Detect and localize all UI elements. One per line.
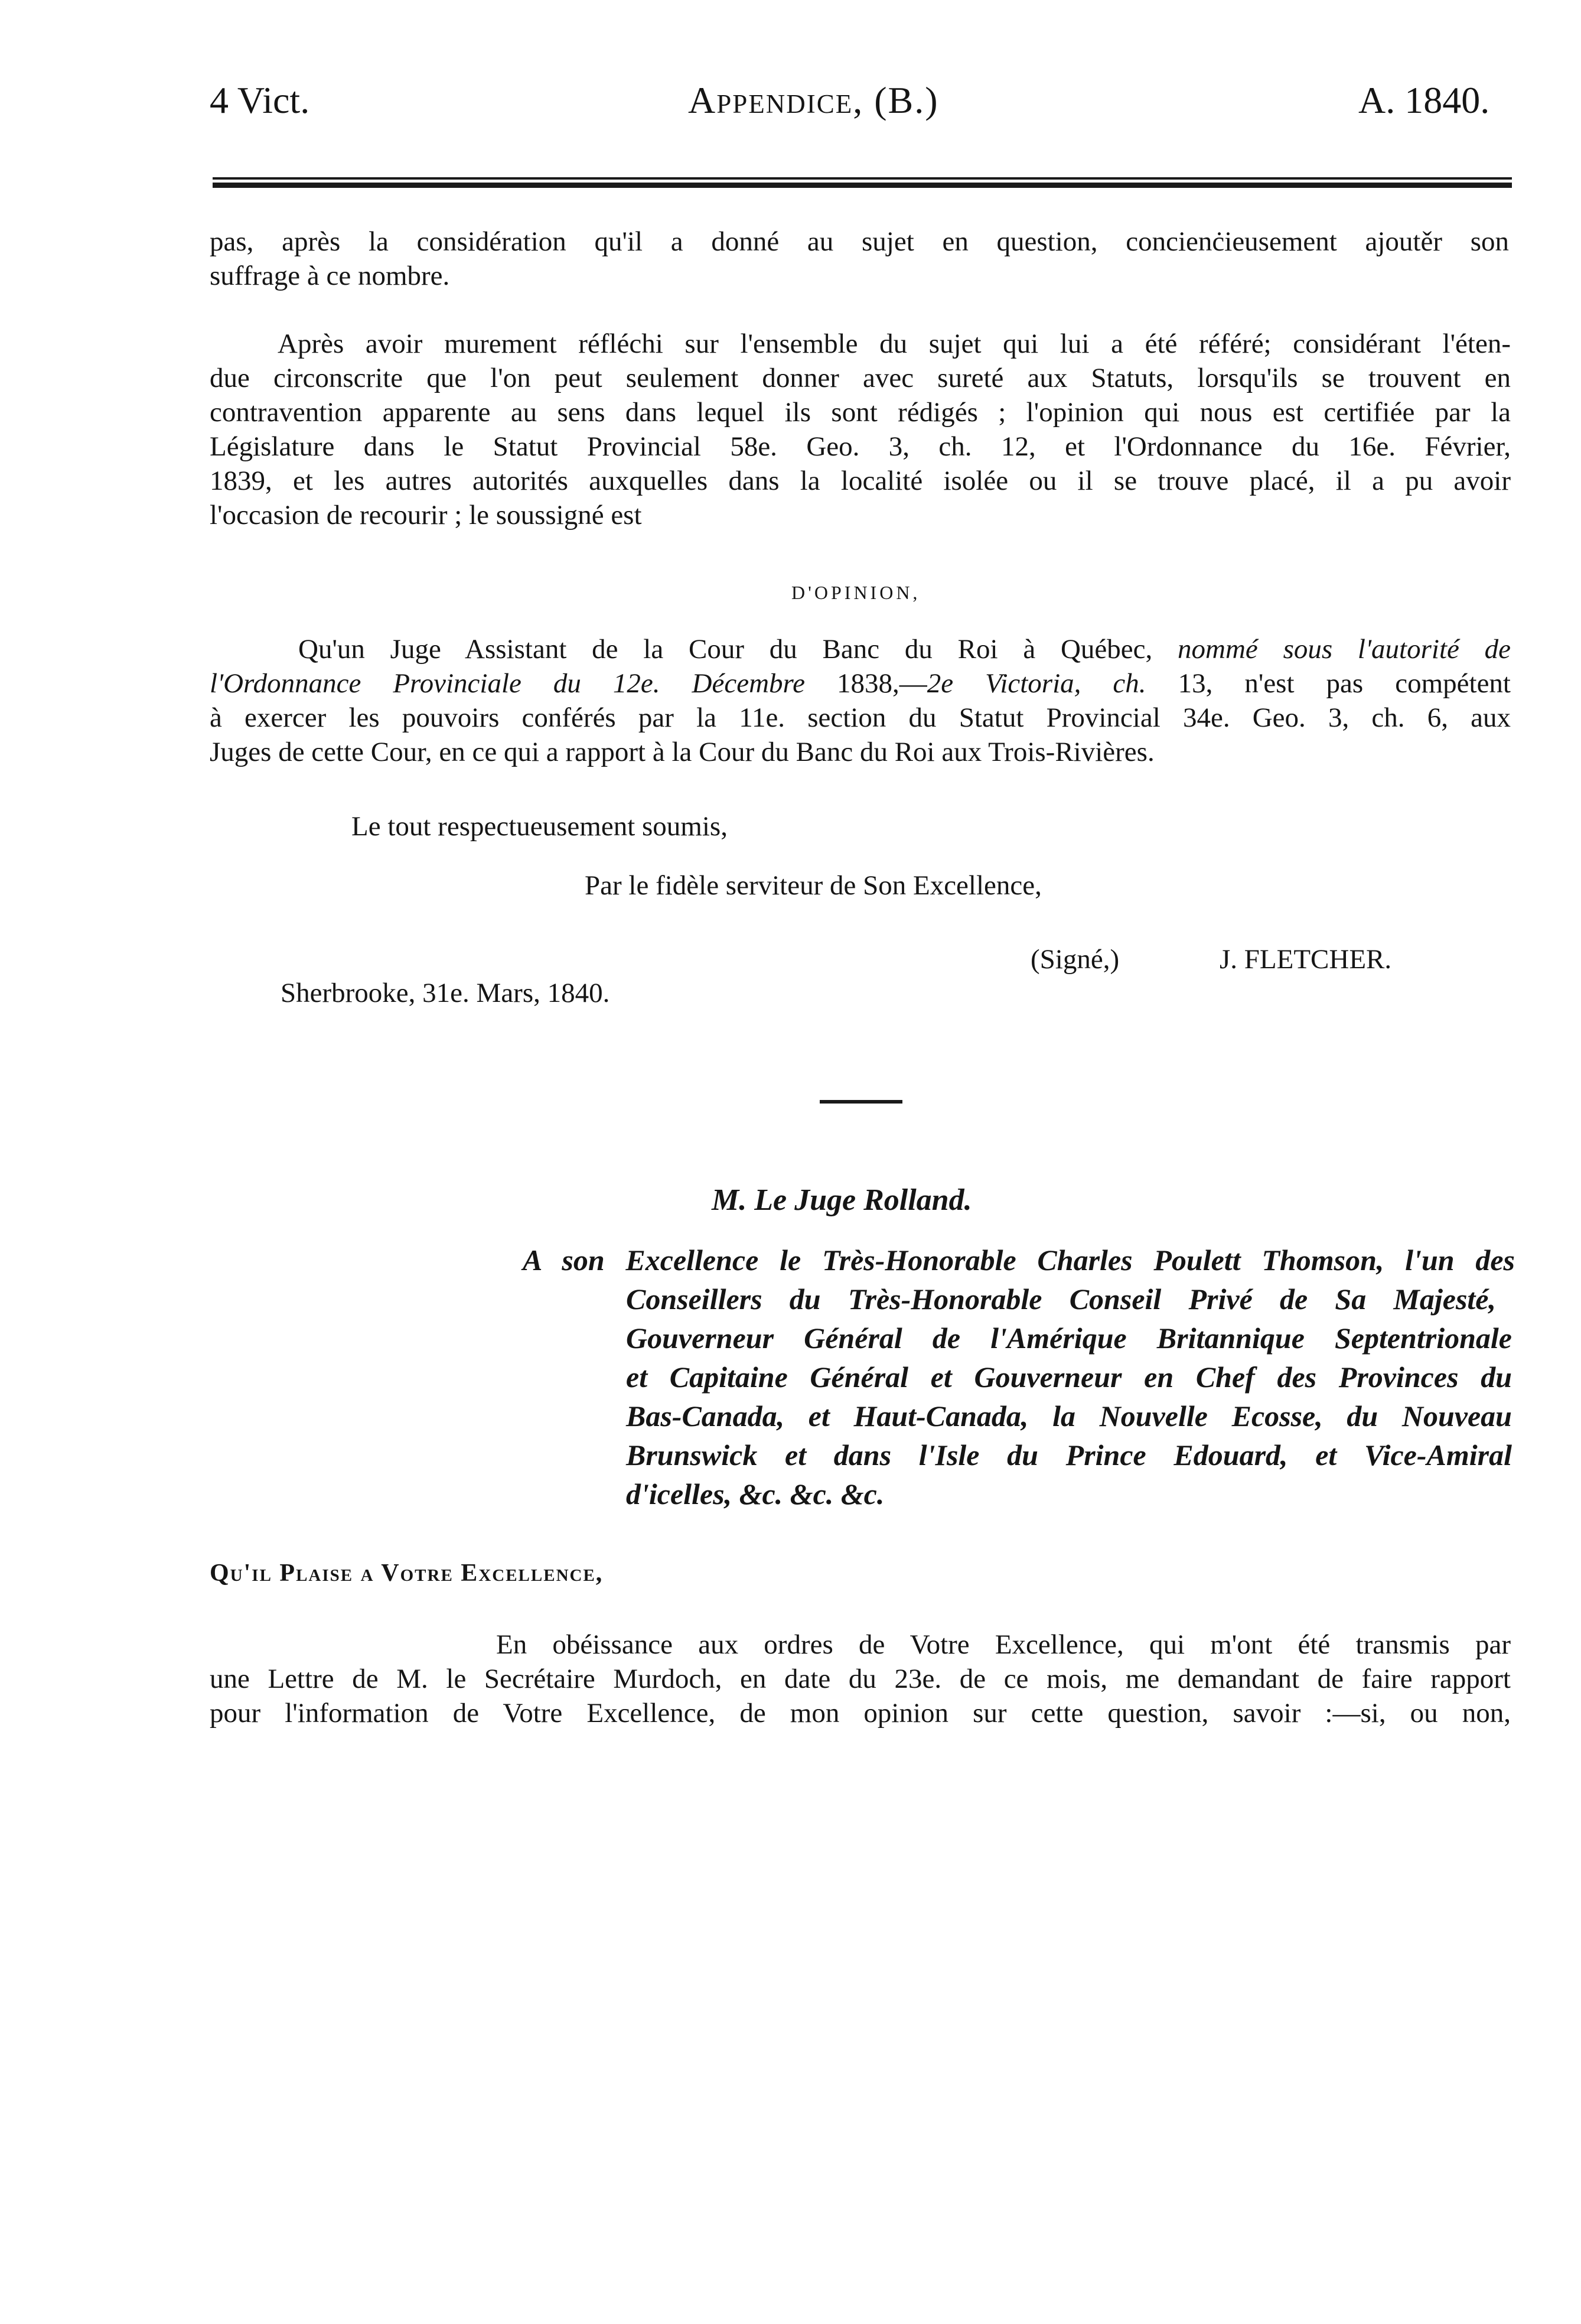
final-line-3: pour l'information de Votre Excellence, de mon opinion sur cette question, savoir :—si, ou non,: [210, 1698, 1511, 1729]
address-line-1: A son Excellence le Très-Honorable Charles Poulett Thomson, l'un des: [523, 1244, 1515, 1277]
opinion-line-1: [298, 632, 1511, 666]
salutation: Qu'il Plaise a Votre Excellence,: [210, 1560, 604, 1587]
signer-name: J. FLETCHER.: [1220, 944, 1392, 975]
final-line-1: En obéissance aux ordres de Votre Excellence, qui m'ont été transmis par: [496, 1629, 1511, 1660]
opinion-line-2-italic-b: 2e Victoria, ch.: [927, 668, 1146, 699]
opinion-line-3: à exercer les pouvoirs conférés par la 11e. section du Statut Provincial 34e. Geo. 3, ch. 6, aux: [210, 702, 1511, 733]
address-line-2: Conseillers du Très-Honorable Conseil Privé de Sa Majesté,: [626, 1283, 1496, 1316]
header-title: Appendice, (B.): [688, 79, 939, 121]
final-line-2: une Lettre de M. le Secrétaire Murdoch, en date du 23e. de ce mois, me demandant de faire rapport: [210, 1664, 1511, 1694]
opinion-line-2-roman-a: 1838,—: [836, 668, 927, 699]
opinion-line-1-italic: nommé sous l'autorité de: [1178, 634, 1511, 665]
servant-line: Par le fidèle serviteur de Son Excellence,: [585, 870, 1042, 901]
paragraph1-line-2: due circonscrite que l'on peut seulement donner avec sureté aux Statuts, lorsqu'ils se trouvent en: [210, 363, 1511, 393]
opinion-line-4: Juges de cette Cour, en ce qui a rapport à la Cour du Banc du Roi aux Trois-Rivières.: [210, 737, 1155, 767]
header-rule-top: [213, 177, 1512, 180]
opinion-heading: D'OPINION,: [791, 582, 921, 603]
header-rule-bottom: [213, 183, 1512, 188]
closing-line: Le tout respectueusement soumis,: [351, 811, 728, 842]
paragraph1-line-5: 1839, et les autres autorités auxquelles dans la localité isolée ou il se trouve placé, il a pu avoir: [210, 466, 1511, 496]
continuation-line-2: suffrage à ce nombre.: [210, 261, 450, 291]
paragraph1-line-3: contravention apparente au sens dans lequel ils sont rédigés ; l'opinion qui nous est certifiée par la: [210, 397, 1511, 428]
place-date: Sherbrooke, 31e. Mars, 1840.: [281, 978, 610, 1008]
signed-label: (Signé,): [1031, 944, 1120, 975]
address-line-6: Brunswick et dans l'Isle du Prince Edouard, et Vice-Amiral: [626, 1438, 1512, 1472]
header-volume: 4 Vict.: [210, 79, 310, 121]
address-line-3: Gouverneur Général de l'Amérique Britannique Septentrionale: [626, 1322, 1512, 1355]
opinion-line-2-roman-b: 13, n'est pas compétent: [1178, 668, 1511, 699]
section-separator: [820, 1100, 902, 1104]
continuation-line-1: pas, après la considération qu'il a donné au sujet en question, concienċieusement ajoutěr son: [210, 226, 1509, 257]
address-line-7: d'icelles, &c. &c. &c.: [626, 1477, 885, 1511]
paragraph1-line-6: l'occasion de recourir ; le soussigné est: [210, 500, 642, 530]
address-line-5: Bas-Canada, et Haut-Canada, la Nouvelle Ecosse, du Nouveau: [626, 1399, 1512, 1433]
paragraph1-line-1: Après avoir murement réfléchi sur l'ensemble du sujet qui lui a été référé; considérant l'éten-: [278, 328, 1511, 359]
paragraph1-line-4: Législature dans le Statut Provincial 58e. Geo. 3, ch. 12, et l'Ordonnance du 16e. Février,: [210, 431, 1511, 462]
address-line-4: et Capitaine Général et Gouverneur en Chef des Provinces du: [626, 1360, 1512, 1394]
opinion-line-1-roman: Qu'un Juge Assistant de la Cour du Banc du Roi à Québec,: [298, 634, 1153, 665]
section-title: M. Le Juge Rolland.: [712, 1183, 972, 1217]
opinion-line-2: [210, 666, 1511, 701]
opinion-line-2-italic-a: l'Ordonnance Provinciale du 12e. Décembre: [210, 668, 805, 699]
header-year: A. 1840.: [1358, 79, 1490, 121]
